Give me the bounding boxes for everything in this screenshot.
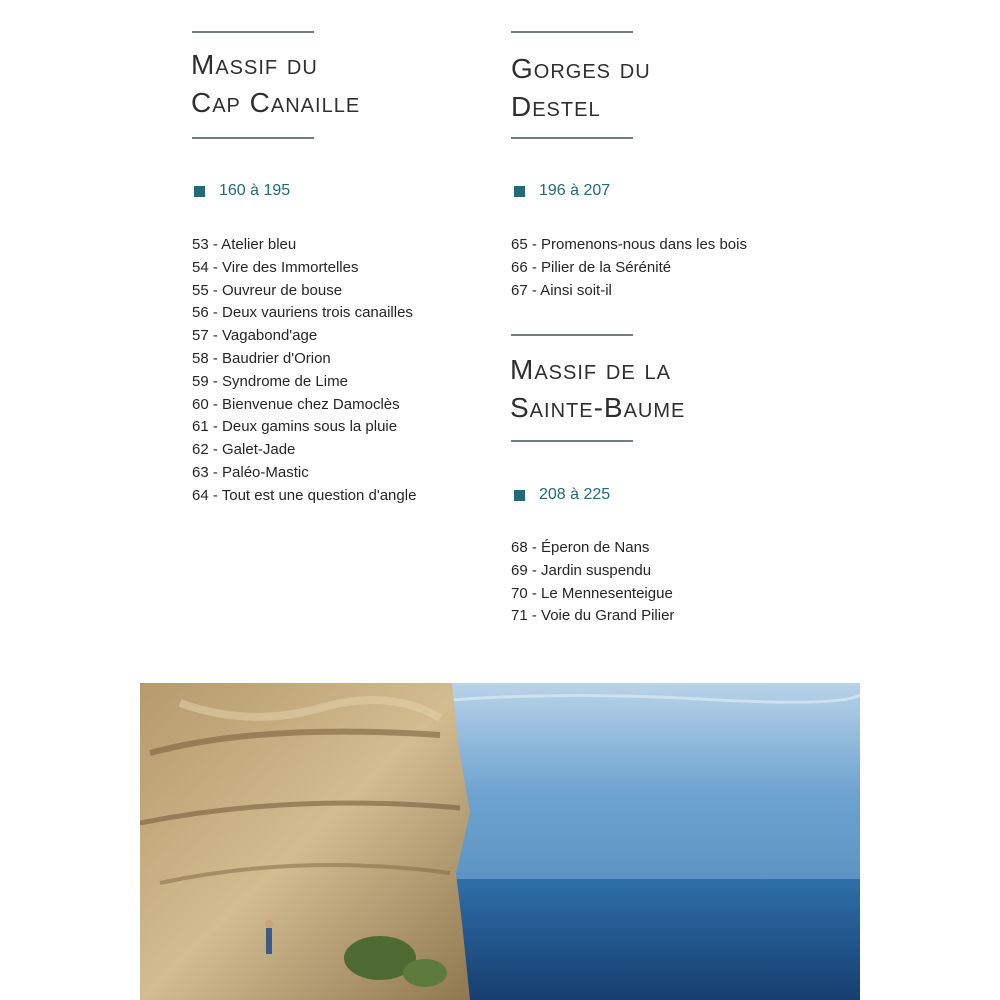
section-1-title-line2: Cap Canaille xyxy=(191,87,361,118)
route-item: 60 - Bienvenue chez Damoclès xyxy=(192,395,400,413)
route-item: 71 - Voie du Grand Pilier xyxy=(511,607,675,625)
square-bullet-icon xyxy=(194,186,205,197)
route-item: 59 - Syndrome de Lime xyxy=(192,372,348,390)
route-item: 66 - Pilier de la Sérénité xyxy=(511,258,672,276)
route-item: 63 - Paléo-Mastic xyxy=(192,463,309,481)
section-2-title-line2: Destel xyxy=(511,91,601,122)
section-3-bottom-rule xyxy=(511,440,633,442)
section-2-route-list xyxy=(511,234,747,302)
route-item: 65 - Promenons-nous dans les bois xyxy=(511,236,747,253)
route-item: 54 - Vire des Immortelles xyxy=(192,258,359,276)
section-3-title-line1: Massif de la xyxy=(510,354,671,385)
route-item: 70 - Le Mennesenteigue xyxy=(511,584,673,602)
section-2-title xyxy=(511,50,651,126)
section-3-route-list xyxy=(511,537,674,628)
section-1-pages-text: 160 à 195 xyxy=(219,182,291,199)
section-1-bottom-rule xyxy=(192,137,314,139)
route-item: 55 - Ouvreur de bouse xyxy=(192,281,343,299)
square-bullet-icon xyxy=(514,490,525,501)
square-bullet-icon xyxy=(514,186,525,197)
route-item: 57 - Vagabond'age xyxy=(192,327,318,345)
section-1-top-rule xyxy=(192,31,314,33)
route-item: 58 - Baudrier d'Orion xyxy=(192,349,331,367)
route-item: 69 - Jardin suspendu xyxy=(511,561,652,579)
section-1-title-line1: Massif du xyxy=(191,49,318,80)
route-item: 64 - Tout est une question d'angle xyxy=(192,486,417,504)
section-3-title-line2: Sainte-Baume xyxy=(510,392,686,423)
section-3-top-rule xyxy=(511,334,633,336)
section-1-page-range xyxy=(194,182,290,200)
section-2-page-range xyxy=(514,182,610,200)
route-item: 61 - Deux gamins sous la pluie xyxy=(192,418,398,436)
section-1-title xyxy=(191,46,360,122)
route-item: 53 - Atelier bleu xyxy=(192,236,297,253)
route-item: 68 - Éperon de Nans xyxy=(511,539,650,556)
route-item: 56 - Deux vauriens trois canailles xyxy=(192,304,413,322)
section-2-pages-text: 196 à 207 xyxy=(539,182,611,199)
route-item: 62 - Galet-Jade xyxy=(192,441,296,459)
cliff-sea-photo xyxy=(140,683,860,1000)
section-2-bottom-rule xyxy=(511,137,633,139)
section-3-page-range xyxy=(514,486,610,504)
section-2-top-rule xyxy=(511,31,633,33)
section-3-title xyxy=(510,351,685,427)
section-3-pages-text: 208 à 225 xyxy=(539,486,611,503)
section-1-route-list xyxy=(192,234,416,508)
section-2-title-line1: Gorges du xyxy=(511,53,651,84)
route-item: 67 - Ainsi soit-il xyxy=(511,281,612,299)
